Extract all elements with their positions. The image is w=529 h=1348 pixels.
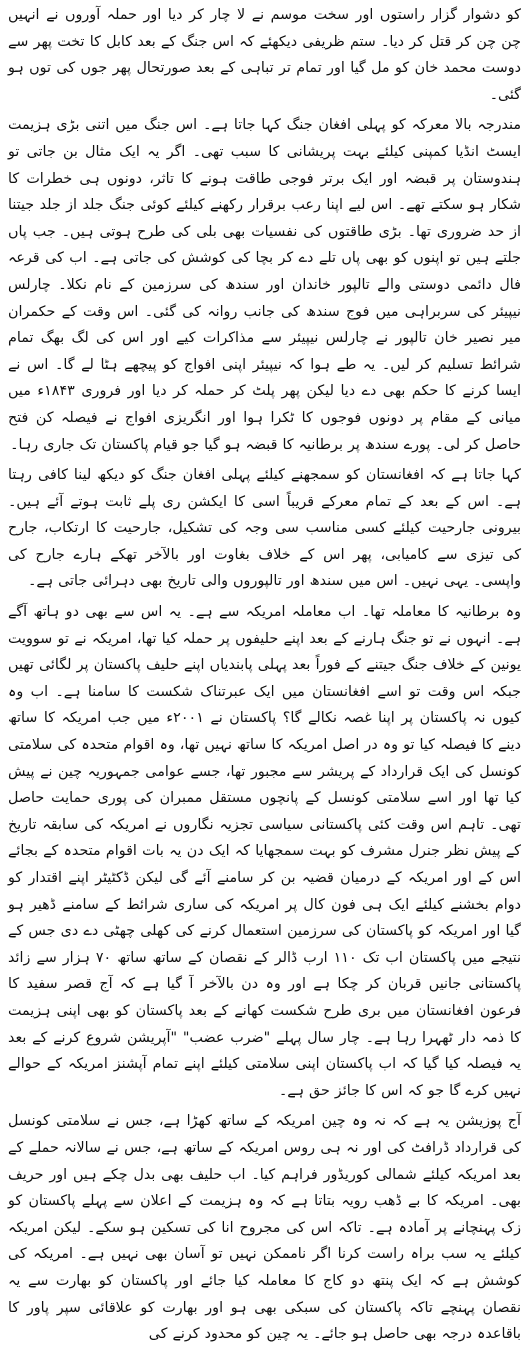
article-paragraph-5: آج پوزیشن یہ ہے کہ نہ وہ چین امریکہ کے ساتھ کھڑا ہے، جس نے سلامتی کونسل کی قرارداد ڈرافٹ کی اور نہ ہی روس امریکہ کے ساتھ ہے، جس نے سالانہ حملے کے بعد امریکہ کیلئے شمالی کوریڈور فراہم کیا۔ اب حلیف بھی بدل چکے ہیں اور حریف بھی۔ امریکہ کا بے ڈھب رویہ بتاتا ہے کہ وہ ہزیمت کے اعلان سے پہلے پاکستان کو زک پہنچانے پر آمادہ ہے۔ تاکہ اس کی مجروح انا کی تسکین ہو سکے۔ لیکن امریکہ کیلئے یہ سب براہ راست کرنا اگر ناممکن نہیں تو آسان بھی نہیں ہے۔ امریکہ کی کوشش ہے کہ ایک پنتھ دو کاج کا معاملہ کیا جائے اور پاکستان کو بھارت سے یہ نقصان پہنچے تاکہ پاکستان کی سبکی بھی ہو اور بھارت کو علاقائی سپر پاور کا باقاعدہ درجہ بھی حاصل ہو جائے۔ یہ چین کو محدود کرنے کی [8,1113,521,1343]
article-paragraph-3: کہا جاتا ہے کہ افغانستان کو سمجھنے کیلئے پہلی افغان جنگ کو دیکھ لینا کافی رہتا ہے۔ اس کے بعد کے تمام معرکے قریباً اسی کا ایکشن ری پلے ثابت ہوتے آئے ہیں۔ بیرونی جارحیت کیلئے کسی مناسب سی وجہ کی تشکیل، جارحیت کا ارتکاب، جارح کی تیزی سے کامیابی، پھر اس کے خلاف بغاوت اور بالآخر تھکے ہارے جارح کی واپسی۔ یہی نہیں۔ اس میں سندھ اور تالپوروں والی تاریخ بھی دہرائی جاتی ہے۔ [8,467,521,590]
article-paragraph-4: وہ برطانیہ کا معاملہ تھا۔ اب معاملہ امریکہ سے ہے۔ یہ اس سے بھی دو ہاتھ آگے ہے۔ انہوں نے تو جنگ ہارنے کے بعد اپنے حلیفوں پر حملہ کیا تھا، امریکہ نے تو سوویت یونین کے خلاف جنگ جیتنے کے فوراً بعد پہلی پابندیاں اپنے حلیف پاکستان پر لگائی تھیں جبکہ اس وقت تو اسے افغانستان میں ایک عبرتناک شکست کا سامنا ہے۔ اب وہ کیوں نہ پاکستان پر اپنا غصہ نکالے گا؟ پاکستان نے ۲۰۰۱ء میں جب امریکہ کا ساتھ دینے کا فیصلہ کیا تو وہ در اصل امریکہ کا ساتھ نہیں تھا، وہ اقوام متحدہ کی سلامتی کونسل کی ایک قرارداد کے پریشر سے مجبور تھا، جسے عوامی جمہوریہ چین نے پیش کیا تھا اور اسے سلامتی کونسل کے پانچوں مستقل ممبران کی پوری حمایت حاصل تھی۔ تاہم اس وقت کئی پاکستانی سیاسی تجزیہ نگاروں نے امریکہ کی سابقہ تاریخ کے پیش نظر جنرل مشرف کو بہت سمجھایا کہ ایک دن یہ بات اقوام متحدہ کے بجائے اس کے اور امریکہ کے درمیان قضیہ بن کر سامنے آئے گی لیکن ڈکٹیٹر اپنے اقتدار کو دوام بخشنے کیلئے ایک ہی فون کال پر امریکہ کی ساری شرائط کے سامنے ڈھیر ہو گیا اور امریکہ کو پاکستان کی سرزمین استعمال کرنے کی کھلی چھٹی دے دی جس کے نتیجے میں پاکستان اب تک ۱۱۰ ارب ڈالر کے نقصان کے ساتھ ساتھ ۷۰ ہزار سے زائد پاکستانی جانیں قربان کر چکا ہے اور وہ دن بالآخر آ گیا ہے کہ آج قصر سفید کا فرعون افغانستان میں بری طرح شکست کھانے کے بعد پاکستان کو بھی اپنی ہزیمت کا ذمہ دار ٹھہرا رہا ہے۔ چار سال پہلے "ضرب عضب" "آپریشن شروع کرنے کے بعد یہ فیصلہ کیا گیا کہ اب پاکستان اپنی سلامتی کیلئے اپنے تمام آپشنز امریکہ کے حوالے نہیں کرے گا جو کہ اس کا جائز حق ہے۔ [8,604,521,1099]
article-paragraph-1: کو دشوار گزار راستوں اور سخت موسم نے لا چار کر دیا اور حملہ آوروں نے انہیں چن چن کر قتل کر دیا۔ ستم ظریفی دیکھئے کہ اس جنگ کے بعد کابل کا تخت پھر سے دوست محمد خان کو مل گیا اور تمام تر تباہی کے بعد صورتحال پھر جوں کی توں ہو گئی۔ [8,7,521,103]
article-body [8,2,521,1348]
article-paragraph-2: مندرجہ بالا معرکہ کو پہلی افغان جنگ کہا جاتا ہے۔ اس جنگ میں اتنی بڑی ہزیمت ایسٹ انڈیا کمپنی کیلئے بہت پریشانی کا سبب تھی۔ اگر یہ ایک مثال بن جاتی تو ہندوستان پر قبضہ اور ایک برتر فوجی طاقت ہونے کا تاثر، دونوں ہی خطرات کا شکار ہو سکتے تھے۔ اس لیے اپنا رعب برقرار رکھنے کیلئے کوئی جنگ جلد از جلد جیتنا از حد ضروری تھا۔ بڑی طاقتوں کی نفسیات بھی بلی کی طرح ہوتی ہیں۔ جب پاں جلتے ہیں تو اپنوں کو بھی پاں تلے دے کر بچا کی کوشش کی جاتی ہے۔ اب کی قرعہ فال دائمی دوستی والے تالپور خاندان اور سندھ کی سرزمین کے نام نکلا۔ چارلس نیپیئر کی سربراہی میں فوج سندھ کی جانب روانہ کی گئی۔ اس وقت کے حکمران میر نصیر خان تالپور نے چارلس نیپیئر سے مذاکرات کیے اور اس کی لگ بھگ تمام شرائط تسلیم کر لیں۔ یہ طے ہوا کہ نیپیئر اپنی افواج کو پیچھے ہٹا لے گا۔ اس نے ایسا کرنے کا حکم بھی دے دیا لیکن پھر پلٹ کر حملہ کر دیا اور فروری ۱۸۴۳ء میں میانی کے مقام پر دونوں فوجوں کا ٹکرا ہوا اور انگریزی افواج نے فیصلہ کن فتح حاصل کر لی۔ پورے سندھ پر برطانیہ کا قبضہ ہو گیا جو قیام پاکستان تک جاری رہا۔ [8,117,522,453]
